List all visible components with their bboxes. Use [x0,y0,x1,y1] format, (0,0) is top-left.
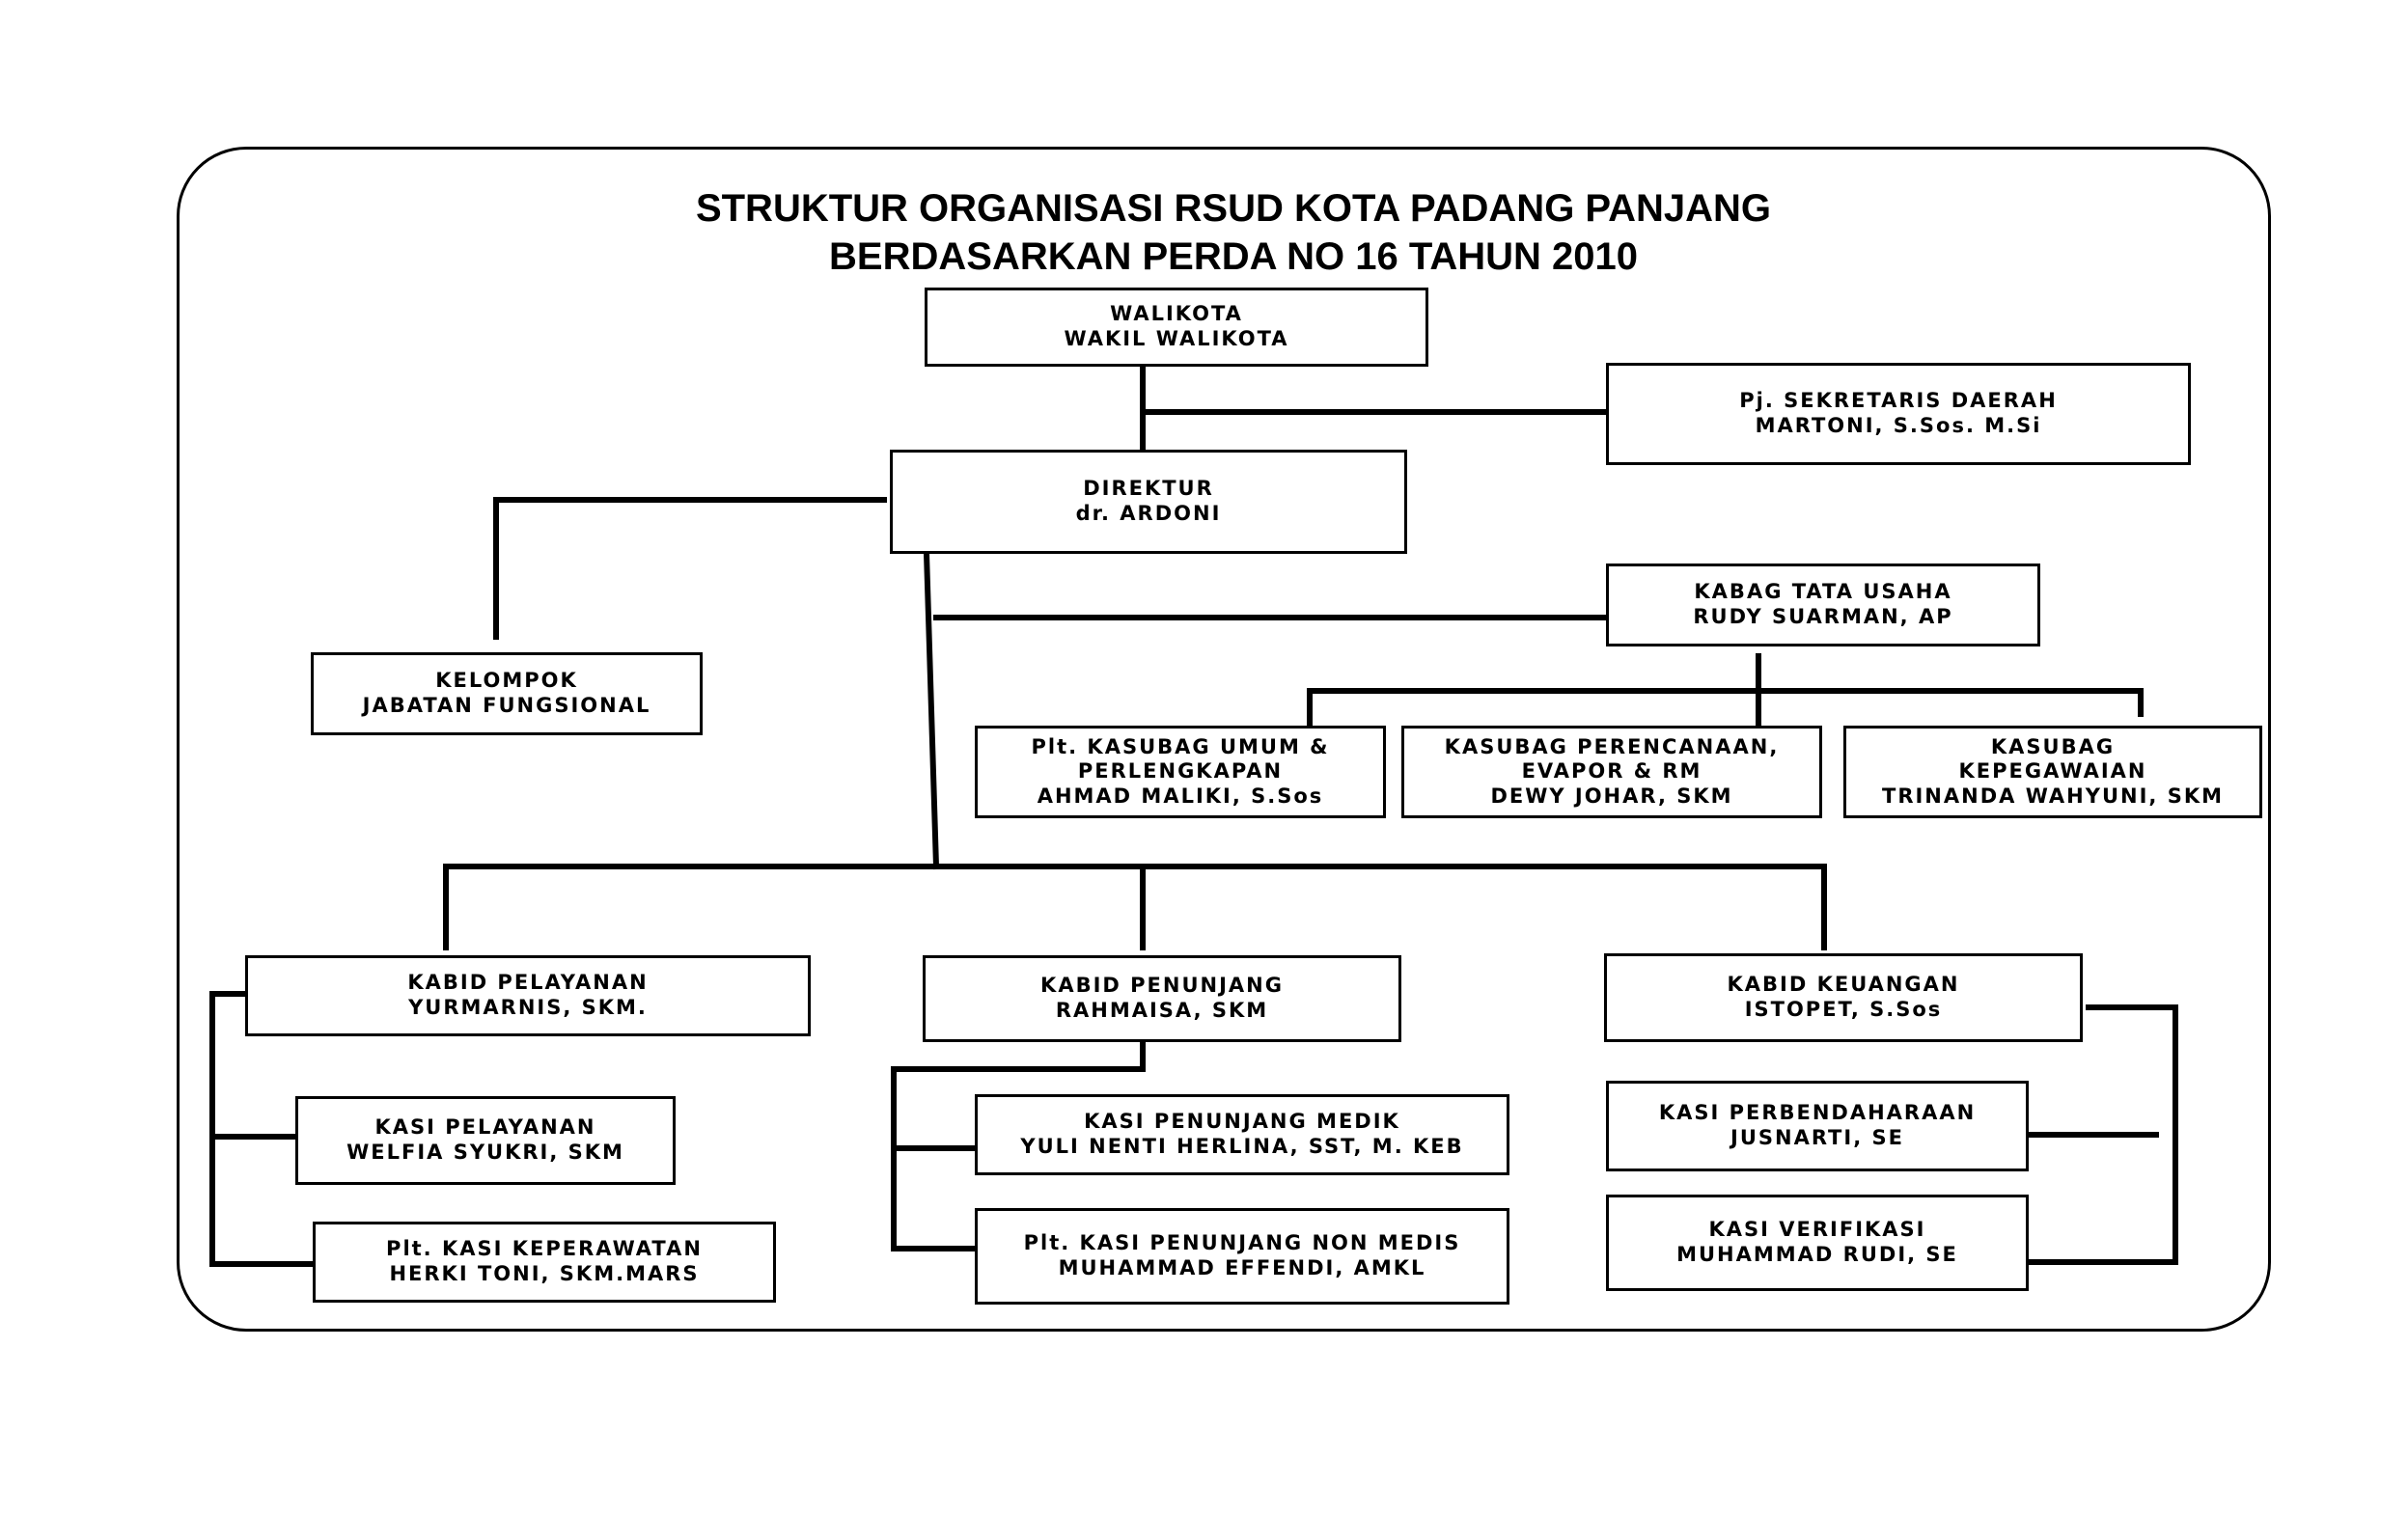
box-kasi-keperawatan [313,1222,776,1303]
box-kabid-penunjang [923,955,1401,1042]
kasi-keperawatan-line-1: Plt. KASI KEPERAWATAN [386,1237,703,1261]
box-kabid-pelayanan [245,955,811,1036]
direktur-line-1: DIREKTUR [1083,477,1214,501]
box-kabid-keuangan [1604,953,2083,1042]
kasi-pelayanan-line-1: KASI PELAYANAN [374,1115,596,1140]
kasubag-kepegawaian-line-3: TRINANDA WAHYUNI, SKM [1882,784,2224,808]
walikota-line-1: WALIKOTA [1110,302,1243,326]
kasi-perbendaharaan-line-2: JUSNARTI, SE [1730,1126,1904,1149]
box-walikota [925,288,1428,367]
kasubag-perencanaan-line-1: KASUBAG PERENCANAAN, [1444,734,1780,758]
box-kasi-verifikasi [1606,1195,2029,1291]
kasi-verifikasi-line-2: MUHAMMAD RUDI, SE [1676,1243,1958,1266]
box-sekretaris-daerah [1606,363,2191,465]
box-kasi-penunjang-medik [975,1094,1509,1175]
box-kasubag-kepegawaian [1843,726,2262,818]
kabag-tu-line-1: KABAG TATA USAHA [1694,580,1952,604]
chart-title-line-1: STRUKTUR ORGANISASI RSUD KOTA PADANG PANJANG [695,187,1772,230]
kasi-penunjang-non-medis-line-2: MUHAMMAD EFFENDI, AMKL [1058,1256,1426,1279]
box-kelompok-jabatan-fungsional [311,652,703,735]
kasubag-kepegawaian-line-1: KASUBAG [1990,734,2116,758]
box-kasi-perbendaharaan [1606,1081,2029,1171]
connector-direktur-trunk [927,554,936,866]
kabag-tu-line-2: RUDY SUARMAN, AP [1693,605,1953,628]
kelompok-line-2: JABATAN FUNGSIONAL [362,694,651,717]
kasubag-perencanaan-line-3: DEWY JOHAR, SKM [1490,784,1733,808]
kabid-pelayanan-line-2: YURMARNIS, SKM. [408,996,648,1019]
kabid-penunjang-line-2: RAHMAISA, SKM [1055,999,1269,1022]
kabid-pelayanan-line-1: KABID PELAYANAN [407,971,649,995]
kasubag-umum-line-3: AHMAD MALIKI, S.Sos [1037,784,1324,808]
kasi-penunjang-non-medis-line-1: Plt. KASI PENUNJANG NON MEDIS [1023,1231,1461,1255]
kasi-penunjang-medik-line-1: KASI PENUNJANG MEDIK [1084,1110,1400,1134]
box-kasi-pelayanan [295,1096,676,1185]
chart-title-line-2: BERDASARKAN PERDA NO 16 TAHUN 2010 [829,235,1638,278]
kasi-pelayanan-line-2: WELFIA SYUKRI, SKM [346,1141,624,1164]
box-direktur [890,450,1407,554]
box-kasubag-umum [975,726,1386,818]
kasi-verifikasi-line-1: KASI VERIFIKASI [1708,1218,1926,1242]
kabid-keuangan-line-2: ISTOPET, S.Sos [1744,998,1943,1021]
box-kasi-penunjang-non-medis [975,1208,1509,1305]
direktur-line-2: dr. ARDONI [1075,502,1222,525]
kasubag-umum-line-1: Plt. KASUBAG UMUM & [1031,734,1330,758]
kasubag-umum-line-2: PERLENGKAPAN [1077,759,1284,784]
kasi-keperawatan-line-2: HERKI TONI, SKM.MARS [389,1262,700,1285]
kelompok-line-1: KELOMPOK [435,669,578,693]
kasi-penunjang-medik-line-2: YULI NENTI HERLINA, SST, M. KEB [1020,1135,1464,1158]
kabid-keuangan-line-1: KABID KEUANGAN [1727,973,1960,997]
box-kasubag-perencanaan [1401,726,1822,818]
kasubag-perencanaan-line-2: EVAPOR & RM [1521,759,1702,784]
sekda-line-2: MARTONI, S.Sos. M.Si [1755,414,2042,437]
sekda-line-1: Pj. SEKRETARIS DAERAH [1739,389,2058,413]
kasi-perbendaharaan-line-1: KASI PERBENDAHARAAN [1658,1101,1977,1125]
kabid-penunjang-line-1: KABID PENUNJANG [1040,974,1284,998]
box-kabag-tata-usaha [1606,564,2040,646]
kasubag-kepegawaian-line-2: KEPEGAWAIAN [1958,759,2147,784]
walikota-line-2: WAKIL WALIKOTA [1064,327,1289,350]
